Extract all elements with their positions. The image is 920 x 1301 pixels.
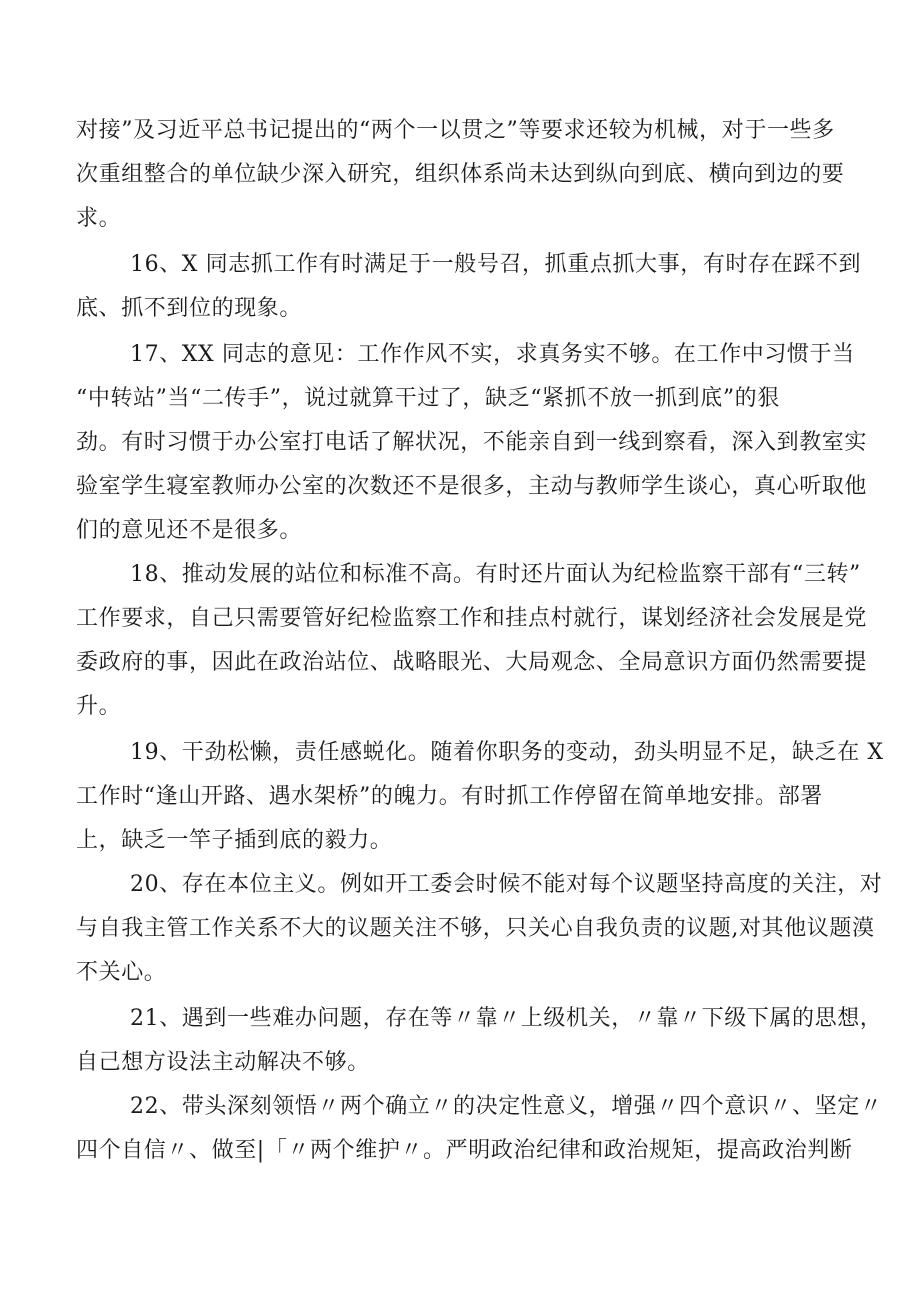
paragraph-17-line-3: 劲。有时习惯于办公室打电话了解状况，不能亲自到一线到察看，深入到教室实 xyxy=(76,430,868,455)
paragraph-18-line-4: 升。 xyxy=(76,694,122,719)
paragraph-19-line-1: 19、干劲松懒，责任感蜕化。随着你职务的变动，劲头明显不足，缺乏在 X xyxy=(130,740,884,765)
paragraph-20-line-2: 与自我主管工作关系不大的议题关注不够，只关心自我负责的议题,对其他议题漠 xyxy=(76,916,875,941)
paragraph-16-line-2: 底、抓不到位的现象。 xyxy=(76,296,303,321)
paragraph-18-line-3: 委政府的事，因此在政治站位、战略眼光、大局观念、全局意识方面仍然需要提 xyxy=(76,650,868,675)
paragraph-22-line-2: 四个自信〃、做至|「〃两个维护〃。严明政治纪律和政治规矩，提高政治判断 xyxy=(76,1138,853,1163)
paragraph-16-line-1: 16、X 同志抓工作有时满足于一般号召，抓重点抓大事，有时存在踩不到 xyxy=(130,252,862,277)
text-line-2: 次重组整合的单位缺少深入研究，组织体系尚未达到纵向到底、横向到边的要 xyxy=(76,162,845,187)
paragraph-17-line-4: 验室学生寝室教师办公室的次数还不是很多，主动与教师学生谈心，真心听取他 xyxy=(76,474,868,499)
paragraph-17-line-2: “中转站”当“二传手”，说过就算干过了，缺乏“紧抓不放一抓到底”的狠 xyxy=(76,386,780,411)
text-line-1: 对接”及习近平总书记提出的“两个一以贯之”等要求还较为机械，对于一些多 xyxy=(76,118,835,143)
paragraph-21-line-2: 自己想方设法主动解决不够。 xyxy=(76,1050,370,1075)
paragraph-18-line-1: 18、推动发展的站位和标准不高。有时还片面认为纪检监察干部有“三转” xyxy=(130,562,861,587)
paragraph-19-line-3: 上，缺乏一竿子插到底的毅力。 xyxy=(76,828,393,853)
text-line-3: 求。 xyxy=(76,206,122,231)
paragraph-17-line-1: 17、XX 同志的意见：工作作风不实，求真务实不够。在工作中习惯于当 xyxy=(130,342,855,367)
paragraph-18-line-2: 工作要求，自己只需要管好纪检监察工作和挂点村就行，谋划经济社会发展是党 xyxy=(76,606,868,631)
paragraph-19-line-2: 工作时“逢山开路、遇水架桥”的魄力。有时抓工作停留在简单地安排。部署 xyxy=(76,784,823,809)
paragraph-17-line-5: 们的意见还不是很多。 xyxy=(76,518,303,543)
paragraph-21-line-1: 21、遇到一些难办问题，存在等〃靠〃上级机关，〃靠〃下级下属的思想， xyxy=(130,1006,883,1031)
paragraph-20-line-3: 不关心。 xyxy=(76,960,167,985)
paragraph-22-line-1: 22、带头深刻领悟〃两个确立〃的决定性意义，增强〃四个意识〃、坚定〃 xyxy=(130,1094,883,1119)
paragraph-20-line-1: 20、存在本位主义。例如开工委会时候不能对每个议题坚持高度的关注，对 xyxy=(130,872,883,897)
